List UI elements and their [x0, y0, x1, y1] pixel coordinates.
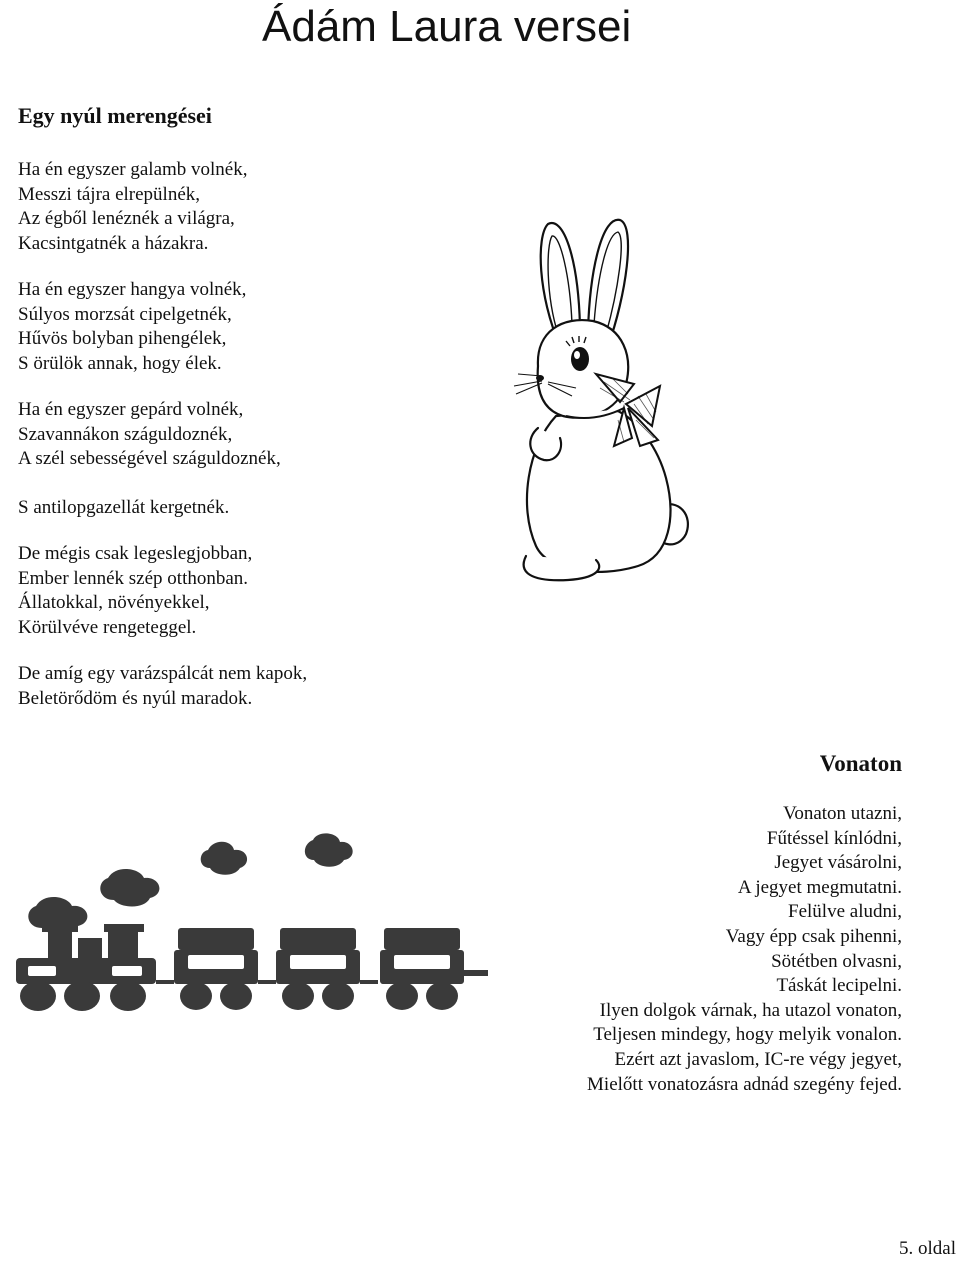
smoke-cloud-icon	[305, 833, 353, 866]
smoke-cloud-icon	[201, 842, 247, 875]
poem-line: Kacsintgatnék a házakra.	[18, 232, 209, 254]
poem-line: Mielőtt vonatozásra adnád szegény fejed.	[587, 1073, 902, 1095]
poem-line: S örülök annak, hogy élek.	[18, 352, 222, 374]
poem-line: Táskát lecipelni.	[776, 975, 902, 997]
poem-line: Fűtéssel kínlódni,	[766, 827, 902, 849]
poem-line: Állatokkal, növényekkel,	[18, 592, 210, 613]
poem-line: Teljesen mindegy, hogy melyik vonalon.	[593, 1024, 902, 1046]
poem-line: Ha én egyszer gepárd volnék,	[18, 399, 244, 420]
stanza	[18, 662, 488, 711]
stanza	[18, 398, 488, 472]
bunny-illustration	[508, 216, 698, 596]
poem-line: Szavannákon száguldoznék,	[18, 423, 233, 445]
smoke-cloud-icon	[100, 869, 159, 907]
poem-line: S antilopgazellát kergetnék.	[18, 496, 230, 518]
poem-line: Jegyet vásárolni,	[774, 852, 902, 874]
poem-line: Ezért azt javaslom, IC-re végy jegyet,	[614, 1048, 902, 1070]
page-title: Ádám Laura versei	[262, 2, 632, 51]
stanza	[18, 158, 488, 256]
page-number: 5. oldal	[899, 1238, 956, 1259]
poem-line: A jegyet megmutatni.	[737, 876, 902, 898]
poem-line: De amíg egy varázspálcát nem kapok,	[18, 663, 308, 684]
poem2-body	[482, 802, 902, 1097]
stanza	[18, 542, 488, 640]
poem-line: Vonaton utazni,	[783, 803, 902, 824]
stanza	[18, 496, 488, 521]
poem1-body	[18, 158, 488, 733]
poem-line: Ha én egyszer hangya volnék,	[18, 279, 247, 300]
poem-line: De mégis csak legeslegjobban,	[18, 543, 253, 564]
poem1-title: Egy nyúl merengései	[18, 103, 212, 128]
poem-line: Vagy épp csak pihenni,	[725, 925, 902, 947]
poem-line: Ilyen dolgok várnak, ha utazol vonaton,	[599, 999, 902, 1021]
poem-line: Felülve aludni,	[788, 901, 902, 923]
poem-line: Messzi tájra elrepülnék,	[18, 183, 201, 205]
poem-line: Sötétben olvasni,	[771, 950, 902, 972]
poem2-title: Vonaton	[819, 751, 902, 776]
poem-line: Hűvös bolyban pihengélek,	[18, 328, 227, 349]
poem-line: Ember lennék szép otthonban.	[18, 567, 249, 589]
train-illustration	[8, 820, 498, 1015]
poem-line: Körülvéve rengeteggel.	[18, 616, 197, 638]
poem-line: Ha én egyszer galamb volnék,	[18, 159, 248, 180]
poem-line: Súlyos morzsát cipelgetnék,	[18, 303, 232, 325]
stanza	[18, 278, 488, 376]
poem-line: A szél sebességével száguldoznék,	[18, 448, 281, 469]
poem-line: Beletörődöm és nyúl maradok.	[18, 687, 253, 709]
poem-line: Az égből lenéznék a világra,	[18, 208, 235, 229]
